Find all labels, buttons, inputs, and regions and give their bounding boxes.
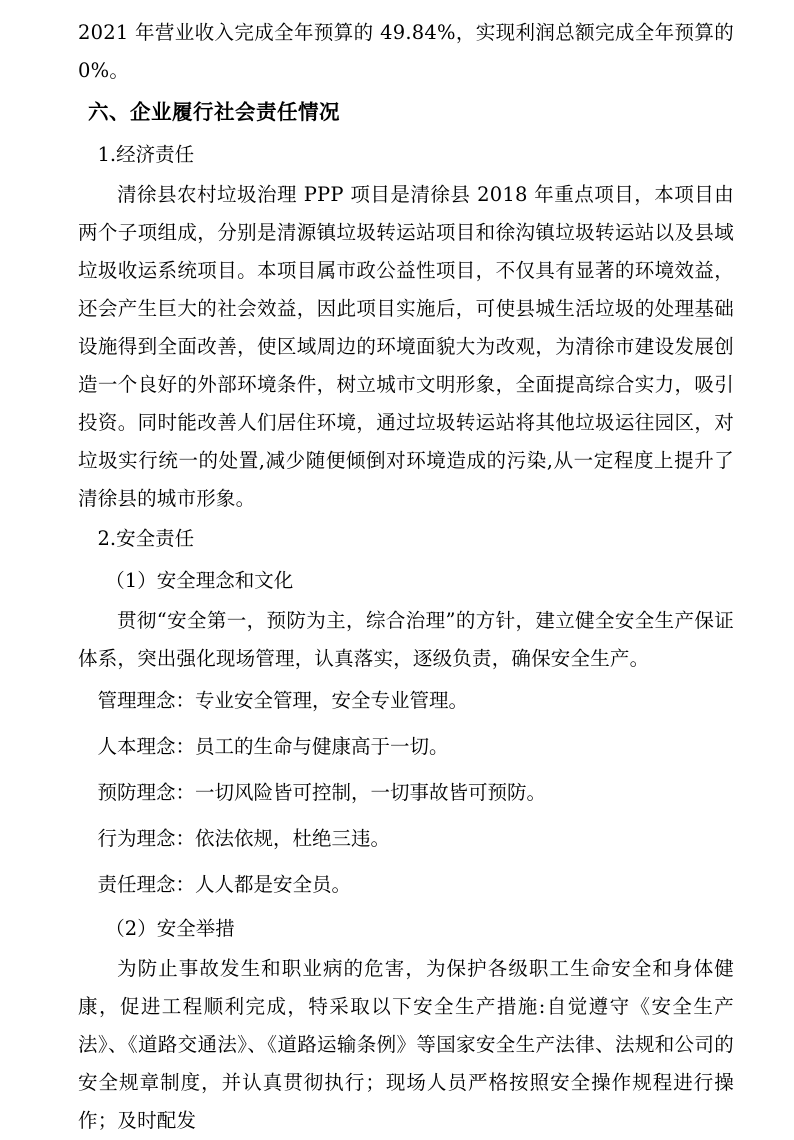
concept-responsibility: 责任理念：人人都是安全员。 — [97, 873, 352, 896]
subsection-2-title: 2.安全责任 — [97, 527, 195, 550]
subsection-1-title: 1.经济责任 — [97, 143, 195, 166]
concept-management: 管理理念：专业安全管理，安全专业管理。 — [97, 689, 469, 712]
item-1-title: （1）安全理念和文化 — [105, 569, 294, 592]
concept-people: 人本理念：员工的生命与健康高于一切。 — [97, 735, 449, 758]
item-2-body: 为防止事故发生和职业病的危害，为保护各级职工生命安全和身体健康，促进工程顺利完成，特采取以下安全生产措施:自觉遵守《安全生产法》、《道路交通法》、《道路运输条例》等国家安全生产法律、法规和公司的安全规章制度，并认真贯彻执行；现场人员严格按照安全操作规程进行操作；及时配发 — [78, 957, 734, 1132]
item-2-title: （2）安全举措 — [105, 917, 235, 940]
section-heading: 六、企业履行社会责任情况 — [88, 100, 340, 124]
concept-prevention: 预防理念：一切风险皆可控制，一切事故皆可预防。 — [97, 781, 547, 804]
top-paragraph: 2021 年营业收入完成全年预算的 49.84%，实现利润总额完成全年预算的 0%。 — [78, 21, 734, 82]
item-1-body: 贯彻“安全第一，预防为主，综合治理”的方针，建立健全安全生产保证体系，突出强化现场管理，认真落实，逐级负责，确保安全生产。 — [78, 609, 734, 670]
concept-behavior: 行为理念：依法依规，杜绝三违。 — [97, 827, 391, 850]
subsection-1-body: 清徐县农村垃圾治理 PPP 项目是清徐县 2018 年重点项目，本项目由两个子项组成，分别是清源镇垃圾转运站项目和徐沟镇垃圾转运站以及县域垃圾收运系统项目。本项目属市政公益性项目，不仅具有显著的环境效益，还会产生巨大的社会效益，因此项目实施后，可使县城生活垃圾的处理基础设施得到全面改善，使区域周边的环境面貌大为改观，为清徐市建设发展创造一个良好的外部环境条件，树立城市文明形象，全面提高综合实力，吸引投资。同时能改善人们居住环境，通过垃圾转运站将其他垃圾运往园区，对垃圾实行统一的处置,减少随便倾倒对环境造成的污染,从一定程度上提升了清徐县的城市形象。 — [78, 183, 734, 510]
